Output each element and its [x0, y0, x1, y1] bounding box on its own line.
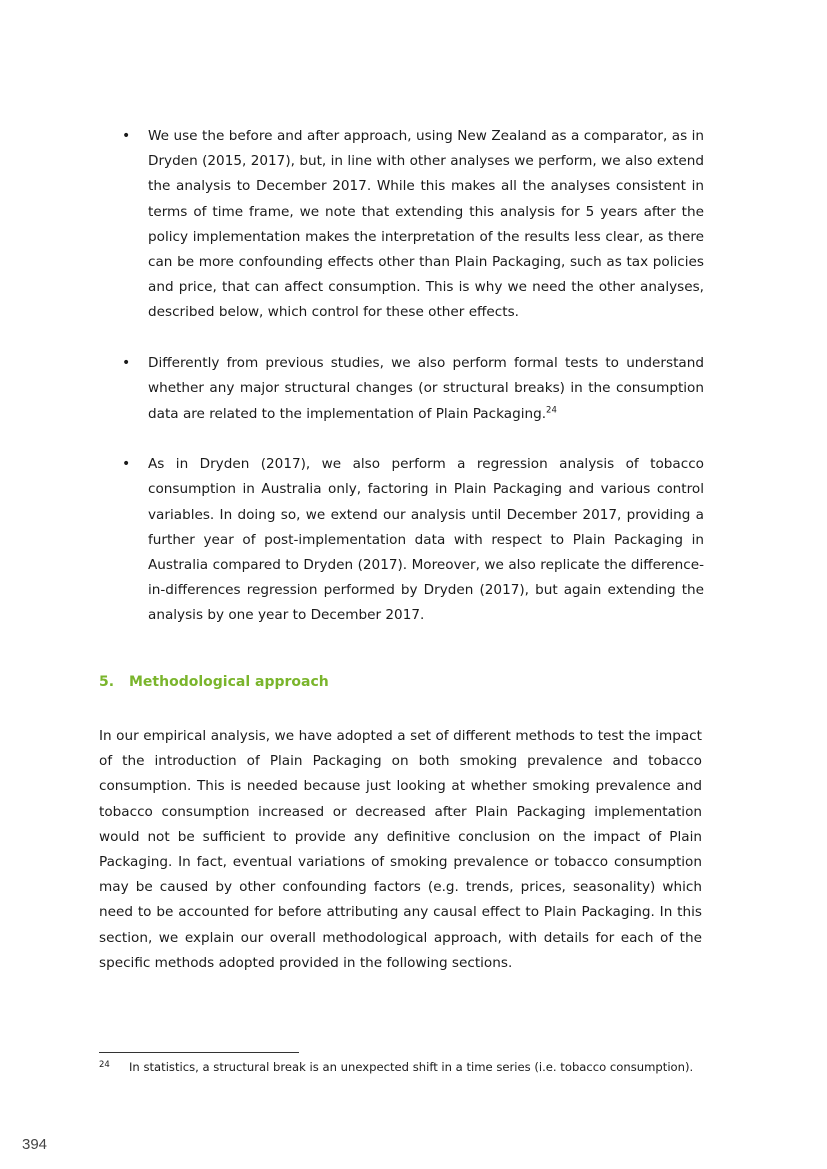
footnote [99, 1060, 702, 1075]
bullet-list [122, 124, 704, 654]
body-paragraph: In our empirical analysis, we have adopted a set of different methods to test the impact of the introduction of Plain Packaging on both smoking prevalence and tobacco consumption. This is needed because just looking at whether smoking prevalence and tobacco consumption increased or decreased after Plain Packaging implementation would not be sufficient to provide any definitive conclusion on the impact of Plain Packaging. In fact, eventual variations of smoking prevalence or tobacco consumption may be caused by other confounding factors (e.g. trends, prices, seasonality) which need to be accounted for before attributing any causal effect to Plain Packaging. In this section, we explain our overall methodological approach, with details for each of the specific methods adopted provided in the following sections. [99, 728, 702, 971]
bullet-text: We use the before and after approach, using New Zealand as a comparator, as in Dryden (2015, 2017), but, in line with other analyses we perform, we also extend the analysis to December 2017. While this makes all the analyses consistent in terms of time frame, we note that extending this analysis for 5 years after the policy implementation makes the interpretation of the results less clear, as there can be more confounding effects other than Plain Packaging, such as tax policies and price, that can affect consumption. This is why we need the other analyses, described below, which control for these other effects. [148, 128, 704, 321]
bullet-text: Differently from previous studies, we also perform formal tests to understand whether any major structural changes (or structural breaks) in the consumption data are related to the implementation of Plain Packaging. [148, 355, 704, 422]
bullet-text: As in Dryden (2017), we also perform a regression analysis of tobacco consumption in Australia only, factoring in Plain Packaging and various control variables. In doing so, we extend our analysis until December 2017, providing a further year of post-implementation data with respect to Plain Packaging in Australia compared to Dryden (2017). Moreover, we also replicate the difference-in-differences regression performed by Dryden (2017), but again extending the analysis by one year to December 2017. [148, 456, 704, 624]
section-number: 5. [99, 674, 115, 690]
section-heading [99, 674, 329, 690]
bullet-dot-icon: • [122, 128, 131, 144]
footnote-divider [99, 1052, 299, 1053]
bullet-item-structural-breaks [122, 351, 704, 427]
footnote-text: In statistics, a structural break is an unexpected shift in a time series (i.e. tobacco consumption). [129, 1060, 694, 1074]
page-number: 394 [22, 1136, 48, 1153]
bullet-item-regression [122, 452, 704, 628]
bullet-item-before-after [122, 124, 704, 326]
section-title: Methodological approach [129, 674, 329, 690]
bullet-dot-icon: • [122, 355, 131, 372]
footnote-number: 24 [99, 1060, 110, 1070]
bullet-dot-icon: • [122, 456, 131, 473]
footnote-reference[interactable]: 24 [546, 405, 557, 415]
